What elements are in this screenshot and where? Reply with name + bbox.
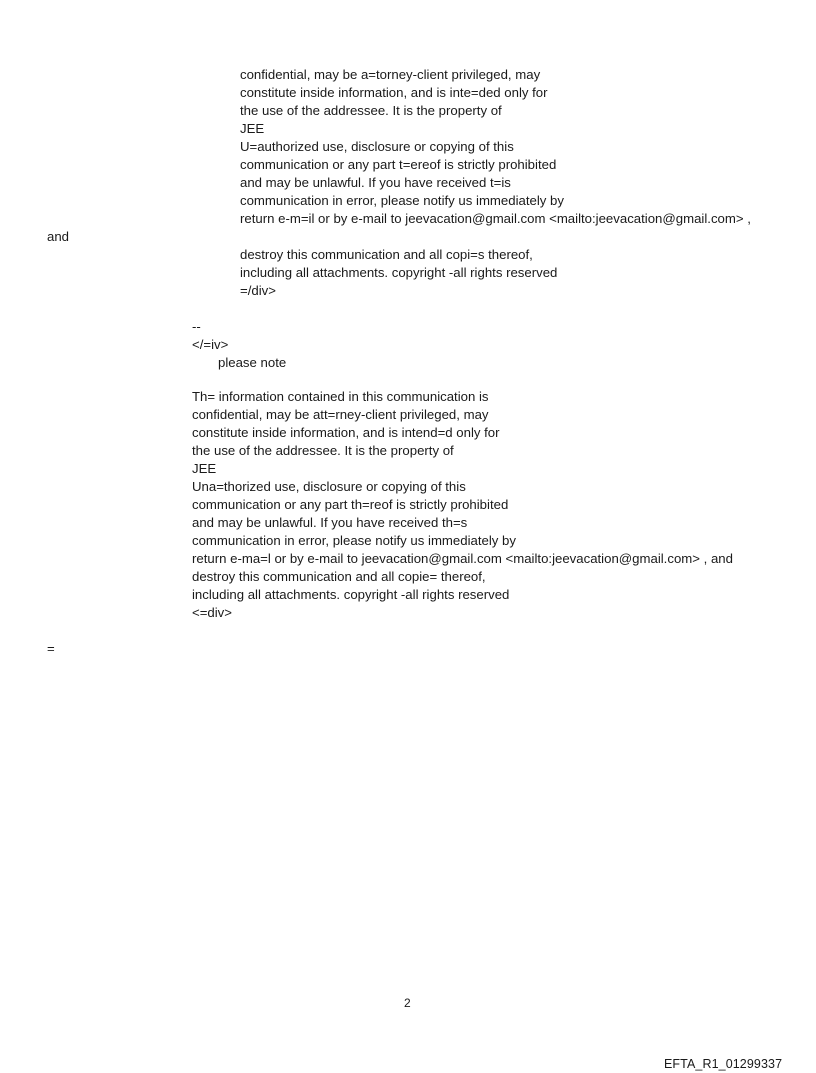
please-note-heading: please note xyxy=(218,355,287,370)
text-line: confidential, may be a=torney-client privileged, may xyxy=(240,67,541,82)
disclaimer-continued-block xyxy=(240,66,751,228)
wrapped-and-fragment: and xyxy=(47,229,70,244)
text-line: the use of the addressee. It is the property of xyxy=(192,443,454,458)
text-line: including all attachments. copyright -all rights reserved xyxy=(192,587,510,602)
page-number: 2 xyxy=(404,996,411,1010)
trailing-equals: = xyxy=(47,641,55,656)
text-line: return e-ma=l or by e-mail to jeevacation@gmail.com <mailto:jeevacation@gmail.com> , and xyxy=(192,551,733,566)
signature-separator: -- xyxy=(192,319,201,334)
text-line: Th= information contained in this communication is xyxy=(192,389,489,404)
text-line: =/div> xyxy=(240,283,276,298)
document-id: EFTA_R1_01299337 xyxy=(664,1057,783,1071)
disclaimer-continued-tail xyxy=(240,246,557,300)
text-line: constitute inside information, and is intend=d only for xyxy=(192,425,500,440)
text-line: U=authorized use, disclosure or copying of this xyxy=(240,139,514,154)
text-line: <=div> xyxy=(192,605,232,620)
text-line: and may be unlawful. If you have received t=is xyxy=(240,175,511,190)
text-line: and may be unlawful. If you have received th=s xyxy=(192,515,468,530)
text-line: destroy this communication and all copi=s thereof, xyxy=(240,247,533,262)
text-line: including all attachments. copyright -all rights reserved xyxy=(240,265,558,280)
closing-div-tag: </=iv> xyxy=(192,337,229,352)
text-line: communication in error, please notify us immediately by xyxy=(192,533,516,548)
text-line: communication or any part th=reof is strictly prohibited xyxy=(192,497,509,512)
text-line: return e-m=il or by e-mail to jeevacation@gmail.com <mailto:jeevacation@gmail.com> , xyxy=(240,211,751,226)
text-line: JEE xyxy=(240,121,265,136)
text-line: confidential, may be att=rney-client privileged, may xyxy=(192,407,489,422)
disclaimer-full-block xyxy=(192,388,733,622)
text-line: Una=thorized use, disclosure or copying of this xyxy=(192,479,466,494)
text-line: destroy this communication and all copie= thereof, xyxy=(192,569,486,584)
text-line: the use of the addressee. It is the property of xyxy=(240,103,502,118)
text-line: constitute inside information, and is inte=ded only for xyxy=(240,85,548,100)
text-line: communication or any part t=ereof is strictly prohibited xyxy=(240,157,557,172)
text-line: JEE xyxy=(192,461,217,476)
text-line: communication in error, please notify us immediately by xyxy=(240,193,564,208)
